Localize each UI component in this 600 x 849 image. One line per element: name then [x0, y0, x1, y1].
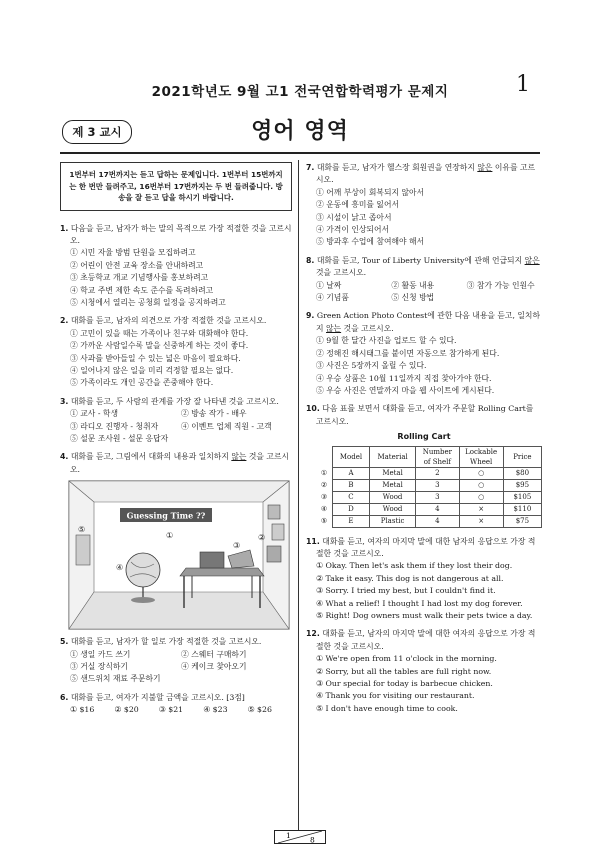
option[interactable]: ① 교사 - 학생 — [70, 409, 118, 419]
option[interactable]: ⑤ 샌드위치 재료 주문하기 — [70, 674, 161, 684]
option[interactable]: ② $20 — [114, 705, 139, 715]
column-header: Number of Shelf — [416, 446, 459, 467]
option[interactable]: ③ 참가 가능 인원수 — [466, 280, 535, 290]
question-number: 10. — [306, 404, 320, 414]
option[interactable]: ④ 가격이 인상되어서 — [316, 225, 390, 235]
question-text-underline: 않은 — [524, 255, 540, 265]
option[interactable]: ② 가까운 사람일수록 말을 신중하게 하는 것이 좋다. — [70, 341, 249, 351]
question-number: 6. — [60, 692, 69, 702]
question-text: 것을 고르시오. — [341, 323, 394, 333]
table-cell: D — [333, 503, 370, 515]
column-header: Lockable Wheel — [459, 446, 503, 467]
column-header: Model — [333, 446, 370, 467]
option-number: ② — [320, 481, 328, 490]
option[interactable]: ④ 이벤트 업체 직원 - 고객 — [181, 421, 272, 431]
room-illustration — [68, 480, 290, 630]
option[interactable]: ② 정해진 해시태그를 붙이면 자동으로 참가하게 된다. — [316, 348, 500, 358]
question-text: 대화를 듣고, 남자의 의견으로 가장 적절한 것을 고르시오. — [70, 316, 267, 326]
label-2: ② — [258, 533, 266, 543]
column-divider — [298, 160, 299, 830]
table-cell: Plastic — [369, 515, 415, 527]
table-cell: Wood — [369, 503, 415, 515]
option[interactable]: ③ 초등학교 개교 기념행사를 홍보하려고 — [70, 273, 209, 283]
table-cell: × — [459, 503, 503, 515]
exam-title: 2021학년도 9월 고1 전국연합학력평가 문제지 — [151, 84, 449, 100]
option[interactable]: ③ Our special for today is barbecue chicken. — [316, 679, 493, 688]
label-1: ① — [166, 531, 174, 541]
option[interactable]: ① 고민이 있을 때는 가족이나 친구와 대화해야 한다. — [70, 328, 249, 338]
table-cell: Wood — [369, 491, 415, 503]
question-number: 8. — [306, 255, 315, 265]
question-9 — [306, 310, 542, 397]
table-cell: 4 — [416, 515, 459, 527]
column-header: Material — [369, 446, 415, 467]
question-text: 대화를 듣고, Tour of Liberty University에 관해 언급되지 — [316, 255, 525, 265]
question-3 — [60, 396, 292, 446]
question-6 — [60, 692, 292, 717]
option[interactable]: ③ Sorry. I tried my best, but I couldn't find it. — [316, 586, 496, 596]
table-row[interactable] — [316, 467, 542, 479]
question-2 — [60, 315, 292, 389]
table-cell: E — [333, 515, 370, 527]
table-cell: A — [333, 467, 370, 479]
question-number: 11. — [306, 536, 320, 546]
option[interactable]: ⑤ 설문 조사원 - 설문 응답자 — [70, 434, 169, 443]
question-8 — [306, 255, 542, 305]
question-text-underline: 않는 — [231, 452, 247, 462]
table-row[interactable] — [316, 503, 542, 515]
subject-title: 영어 영역 — [251, 119, 349, 144]
table-cell: ○ — [459, 467, 503, 479]
option[interactable]: ② 방송 작가 - 배우 — [181, 409, 247, 419]
option[interactable]: ① 시민 자율 방범 단원을 모집하려고 — [70, 248, 196, 258]
option[interactable]: ③ 라디오 진행자 - 청취자 — [70, 421, 159, 431]
table-cell: $105 — [503, 491, 541, 503]
option[interactable]: ④ 일어나지 않은 일을 미리 걱정할 필요는 없다. — [70, 365, 234, 375]
question-text: 다음을 듣고, 남자가 하는 말의 목적으로 가장 적절한 것을 고르시오. — [70, 223, 292, 245]
table-cell: 2 — [416, 467, 459, 479]
option[interactable]: ④ 케이크 찾아오기 — [181, 662, 247, 672]
question-text: 대화를 듣고, 여자의 마지막 말에 대한 남자의 응답으로 가장 적절한 것을 고르시오. — [316, 536, 536, 558]
option[interactable]: ⑤ Right! Dog owners must walk their pets twice a day. — [316, 610, 533, 620]
table-cell: C — [333, 491, 370, 503]
table-cell: B — [333, 479, 370, 491]
table-row[interactable] — [316, 479, 542, 491]
question-number: 4. — [60, 452, 69, 462]
option[interactable]: ④ 학교 주변 제한 속도 준수를 독려하려고 — [70, 285, 214, 295]
option[interactable]: ① 생일 카드 쓰기 — [70, 649, 131, 659]
page-indicator — [274, 830, 326, 844]
table-title: Rolling Cart — [397, 432, 451, 442]
page-number: 1 — [516, 72, 530, 97]
question-text: 대화를 듣고, 남자의 마지막 말에 대한 여자의 응답으로 가장 적절한 것을 고르시오. — [316, 629, 536, 651]
option-number: ④ — [320, 505, 328, 514]
option[interactable]: ② 활동 내용 — [391, 280, 435, 290]
table-cell: 3 — [416, 479, 459, 491]
question-text: 다음 표를 보면서 대화를 듣고, 여자가 주문할 Rolling Cart를 고르시오. — [316, 404, 534, 426]
header-divider — [60, 152, 540, 154]
option[interactable]: ③ 시설이 낡고 좁아서 — [316, 212, 392, 222]
option[interactable]: ⑤ 우승 사진은 연말까지 마을 웹 사이트에 게시된다. — [316, 385, 495, 395]
option[interactable]: ⑤ 방과후 수업에 참여해야 해서 — [316, 237, 425, 247]
option[interactable]: ③ 거실 장식하기 — [70, 662, 128, 672]
table-cell: $75 — [503, 515, 541, 527]
option[interactable]: ⑤ $26 — [247, 705, 272, 715]
question-10 — [306, 403, 542, 527]
total-pages: 8 — [310, 835, 315, 844]
question-7 — [306, 162, 542, 249]
label-5: ⑤ — [78, 525, 86, 535]
question-number: 1. — [60, 223, 69, 233]
option[interactable]: ④ 우승 상품은 10월 11일까지 직접 찾아가야 한다. — [316, 373, 492, 383]
option[interactable]: ③ 사과를 받아들일 수 있는 넓은 마음이 필요하다. — [70, 353, 241, 363]
left-column — [60, 162, 292, 723]
question-text: Green Action Photo Contest에 관한 다음 내용을 듣고, 일치하지 — [316, 311, 540, 333]
table-row[interactable] — [316, 515, 542, 527]
question-number: 9. — [306, 311, 315, 321]
option[interactable]: ④ $23 — [203, 705, 228, 715]
table-header-row — [316, 446, 542, 467]
listening-notice: 1번부터 17번까지는 듣고 답하는 문제입니다. 1번부터 15번까지는 한 번만 들려주고, 16번부터 17번까지는 두 번 들려줍니다. 방송을 잘 듣고 답을 하시기 바랍니다. — [60, 162, 292, 211]
table-cell: $110 — [503, 503, 541, 515]
option-number: ① — [320, 469, 328, 478]
option[interactable]: ① 9월 한 달간 사진을 업로드 할 수 있다. — [316, 336, 457, 346]
option[interactable]: ② Sorry, but all the tables are full right now. — [316, 666, 492, 676]
option[interactable]: ② 어린이 안전 교육 장소를 안내하려고 — [70, 260, 204, 270]
table-cell: $80 — [503, 467, 541, 479]
question-1 — [60, 223, 292, 310]
question-text-underline: 않는 — [326, 323, 342, 333]
current-page: 1 — [286, 831, 291, 840]
label-3: ③ — [233, 541, 241, 551]
question-text: 것을 고르시오. — [70, 452, 290, 474]
table-cell: ○ — [459, 491, 503, 503]
table-cell: × — [459, 515, 503, 527]
table-cell: Metal — [369, 479, 415, 491]
option[interactable]: ② 운동에 흥미를 잃어서 — [316, 200, 400, 210]
svg-text:Guessing Time ??: Guessing Time ?? — [126, 510, 206, 521]
question-5 — [60, 636, 292, 686]
option[interactable]: ② Take it easy. This dog is not dangerous at all. — [316, 573, 504, 583]
question-number: 5. — [60, 637, 69, 647]
option[interactable]: ④ 기념품 — [316, 293, 349, 303]
option[interactable]: ④ What a relief! I thought I had lost my dog forever. — [316, 598, 523, 608]
question-text: 대화를 듣고, 그림에서 대화의 내용과 일치하지 — [70, 452, 232, 462]
question-text: 대화를 듣고, 남자가 할 일로 가장 적절한 것을 고르시오. — [70, 637, 262, 647]
table-row[interactable] — [316, 491, 542, 503]
option[interactable]: ① We're open from 11 o'clock in the morning. — [316, 654, 497, 664]
question-4 — [60, 451, 292, 630]
option[interactable]: ⑤ 가족이라도 개인 공간을 존중해야 한다. — [70, 378, 214, 388]
question-number: 3. — [60, 396, 69, 406]
option[interactable]: ① 날짜 — [316, 280, 342, 290]
option[interactable]: ① 어깨 부상이 회복되지 않아서 — [316, 187, 425, 197]
option[interactable]: ③ $21 — [158, 705, 184, 715]
option[interactable]: ① $16 — [70, 705, 95, 715]
question-11 — [306, 536, 542, 623]
option[interactable]: ⑤ 신청 방법 — [391, 293, 435, 303]
question-text: 것을 고르시오. — [316, 268, 367, 278]
question-number: 12. — [306, 629, 320, 639]
question-text: 대화를 듣고, 여자가 지불할 금액을 고르시오. [3점] — [70, 692, 245, 702]
question-text: 대화를 듣고, 남자가 헬스장 회원권을 연장하지 — [316, 163, 478, 172]
question-12 — [306, 628, 542, 715]
table-cell: 3 — [416, 491, 459, 503]
rolling-cart-table — [316, 446, 542, 528]
option[interactable]: ④ Thank you for visiting our restaurant. — [316, 691, 475, 701]
label-4: ④ — [116, 563, 124, 573]
option[interactable]: ③ 사진은 5장까지 올릴 수 있다. — [316, 361, 427, 371]
right-column — [306, 162, 542, 721]
option[interactable]: ① Okay. Then let's ask them if they lost their dog. — [316, 561, 513, 571]
table-cell: $95 — [503, 479, 541, 491]
table-cell: Metal — [369, 467, 415, 479]
option-number: ⑤ — [320, 517, 328, 526]
period-badge: 제 3 교시 — [62, 120, 132, 144]
question-number: 2. — [60, 316, 69, 326]
table-cell: ○ — [459, 479, 503, 491]
option[interactable]: ⑤ I don't have enough time to cook. — [316, 703, 458, 713]
option[interactable]: ② 스웨터 구매하기 — [181, 649, 247, 659]
question-text: 대화를 듣고, 두 사람의 관계를 가장 잘 나타낸 것을 고르시오. — [70, 396, 279, 406]
option-number: ③ — [320, 493, 328, 502]
option[interactable]: ⑤ 시청에서 열리는 공청회 일정을 공지하려고 — [70, 297, 226, 307]
question-text: 이유를 고르시오. — [316, 163, 536, 185]
banner — [120, 508, 212, 522]
table-cell: 4 — [416, 503, 459, 515]
column-header: Price — [503, 446, 541, 467]
question-text-underline: 않은 — [477, 163, 493, 172]
question-number: 7. — [306, 163, 315, 172]
